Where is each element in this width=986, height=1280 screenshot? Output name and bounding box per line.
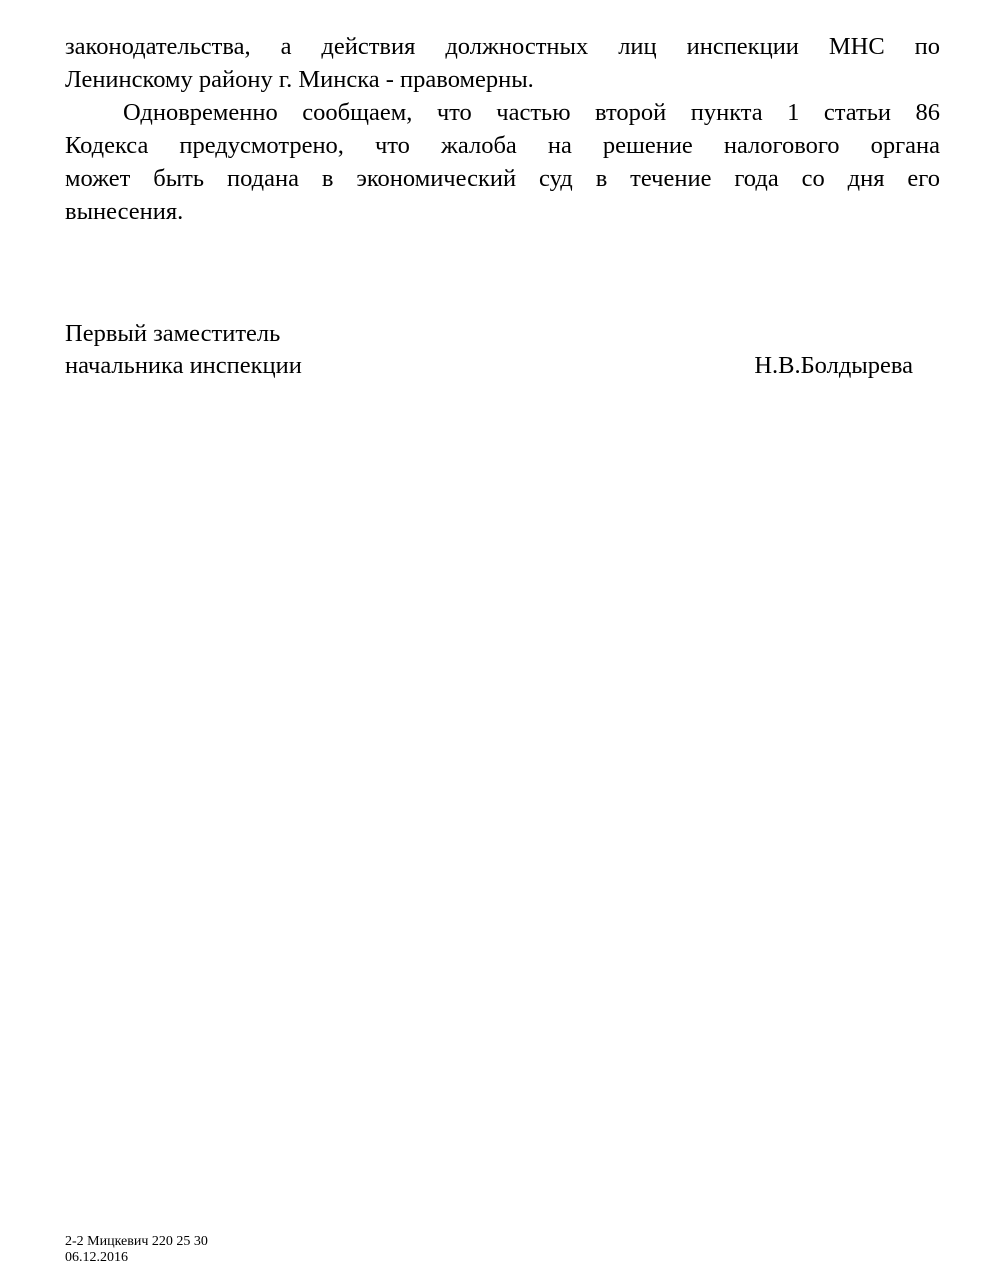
signature-block: [65, 318, 913, 382]
signatory-position-line2: начальника инспекции: [65, 352, 302, 379]
body-line: Одновременно сообщаем, что частью второй пункта 1 статьи 86: [123, 99, 940, 126]
body-line: Ленинскому району г. Минска - правомерны.: [65, 66, 534, 93]
document-date: 06.12.2016: [65, 1250, 128, 1265]
body-line: может быть подана в экономический суд в течение года со дня его: [65, 165, 940, 192]
signature-row: [65, 350, 913, 382]
executor-footer: [65, 1234, 208, 1266]
signature-row: [65, 318, 913, 350]
signatory-name: Н.В.Болдырева: [754, 352, 913, 379]
executor-info: 2-2 Мицкевич 220 25 30: [65, 1234, 208, 1249]
body-line: Кодекса предусмотрено, что жалоба на решение налогового органа: [65, 132, 940, 159]
body-line: вынесения.: [65, 198, 184, 225]
letter-body: [65, 30, 940, 228]
body-line: законодательства, а действия должностных лиц инспекции МНС по: [65, 33, 940, 60]
signatory-position-line1: Первый заместитель: [65, 320, 281, 347]
